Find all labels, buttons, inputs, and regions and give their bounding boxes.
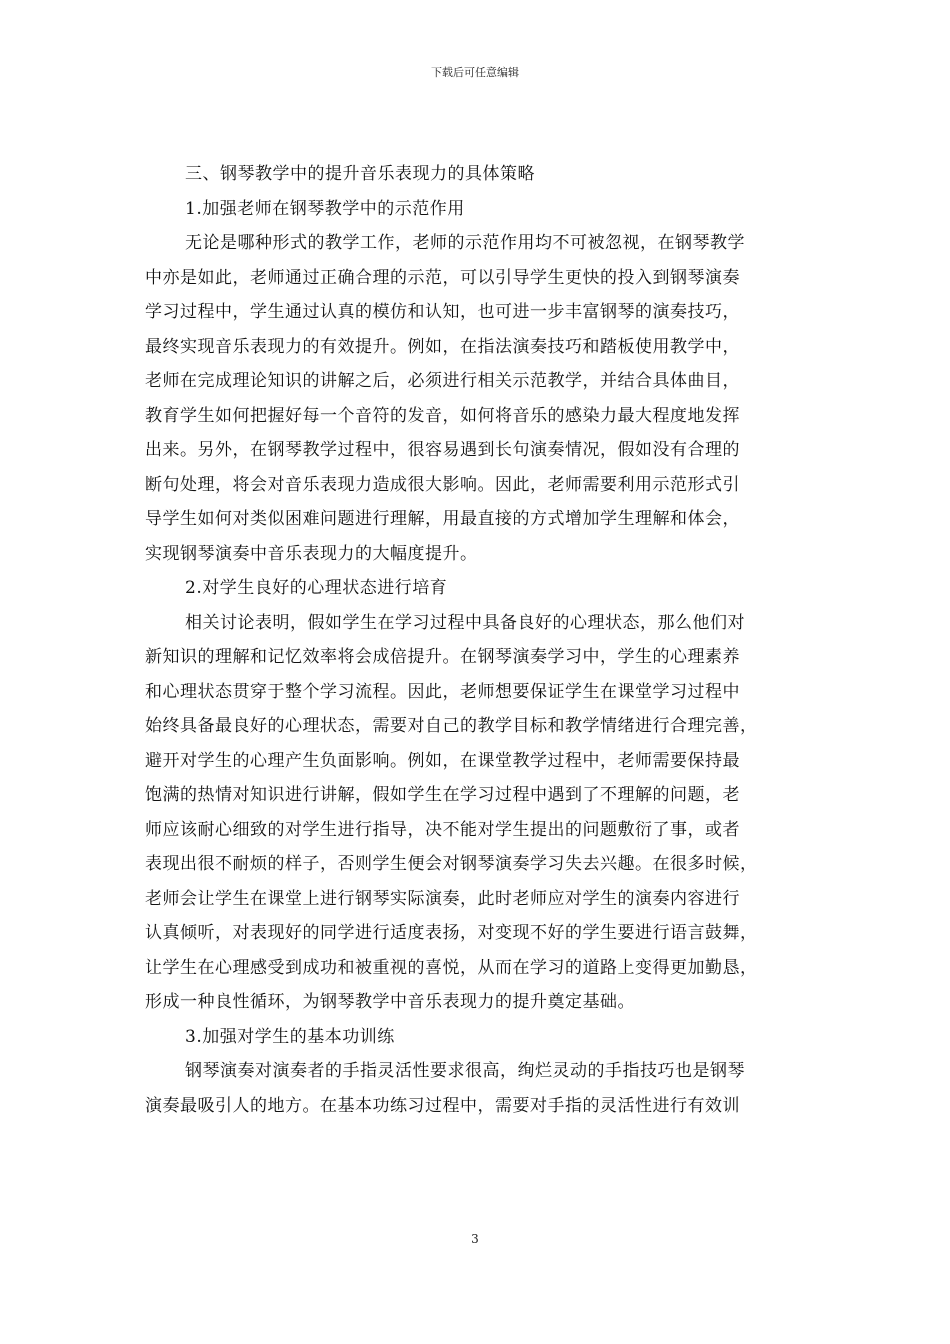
text-line: 钢琴演奏对演奏者的手指灵活性要求很高，绚烂灵动的手指技巧也是钢琴 (185, 1061, 745, 1081)
text-line: 教育学生如何把握好每一个音符的发音，如何将音乐的感染力最大程度地发挥 (145, 405, 740, 426)
text-line: 2.对学生良好的心理状态进行培育 (185, 578, 448, 598)
text-line: 实现钢琴演奏中音乐表现力的大幅度提升。 (145, 543, 478, 564)
text-line: 表现出很不耐烦的样子，否则学生便会对钢琴演奏学习失去兴趣。在很多时候， (145, 854, 758, 874)
text-line: 始终具备最良好的心理状态，需要对自己的教学目标和教学情绪进行合理完善， (145, 716, 758, 736)
text-line: 中亦是如此，老师通过正确合理的示范，可以引导学生更快的投入到钢琴演奏 (145, 267, 740, 288)
text-line: 师应该耐心细致的对学生进行指导，决不能对学生提出的问题敷衍了事，或者 (145, 819, 740, 840)
text-line: 出来。另外，在钢琴教学过程中，很容易遇到长句演奏情况，假如没有合理的 (145, 440, 740, 460)
text-line: 老师会让学生在课堂上进行钢琴实际演奏，此时老师应对学生的演奏内容进行 (145, 888, 740, 909)
text-line: 演奏最吸引人的地方。在基本功练习过程中，需要对手指的灵活性进行有效训 (145, 1095, 740, 1116)
text-line: 饱满的热情对知识进行讲解，假如学生在学习过程中遇到了不理解的问题，老 (145, 785, 740, 805)
text-line: 最终实现音乐表现力的有效提升。例如，在指法演奏技巧和踏板使用教学中， (145, 336, 740, 357)
text-line: 相关讨论表明，假如学生在学习过程中具备良好的心理状态，那么他们对 (185, 612, 745, 633)
text-line: 1.加强老师在钢琴教学中的示范作用 (185, 198, 465, 219)
text-line: 无论是哪种形式的教学工作，老师的示范作用均不可被忽视，在钢琴教学 (185, 233, 745, 253)
text-line: 避开对学生的心理产生负面影响。例如，在课堂教学过程中，老师需要保持最 (145, 750, 740, 771)
text-line: 老师在完成理论知识的讲解之后，必须进行相关示范教学，并结合具体曲目， (145, 371, 740, 391)
page-number: 3 (471, 1232, 479, 1246)
text-line: 让学生在心理感受到成功和被重视的喜悦，从而在学习的道路上变得更加勤恳， (145, 957, 758, 978)
page-header: 下载后可任意编辑 (431, 66, 519, 79)
text-line: 和心理状态贯穿于整个学习流程。因此，老师想要保证学生在课堂学习过程中 (145, 681, 740, 702)
text-line: 学习过程中，学生通过认真的模仿和认知，也可进一步丰富钢琴的演奏技巧， (145, 302, 740, 322)
document-body (145, 157, 815, 1123)
text-line: 新知识的理解和记忆效率将会成倍提升。在钢琴演奏学习中，学生的心理素养 (145, 647, 740, 667)
text-line: 认真倾听，对表现好的同学进行适度表扬，对变现不好的学生要进行语言鼓舞， (145, 923, 758, 943)
text-line: 形成一种良性循环，为钢琴教学中音乐表现力的提升奠定基础。 (145, 992, 635, 1012)
text-line: 导学生如何对类似困难问题进行理解，用最直接的方式增加学生理解和体会， (145, 509, 740, 529)
text-line: 三、钢琴教学中的提升音乐表现力的具体策略 (185, 164, 535, 184)
text-line: 断句处理，将会对音乐表现力造成很大影响。因此，老师需要利用示范形式引 (145, 474, 740, 495)
text-line: 3.加强对学生的基本功训练 (185, 1026, 395, 1047)
